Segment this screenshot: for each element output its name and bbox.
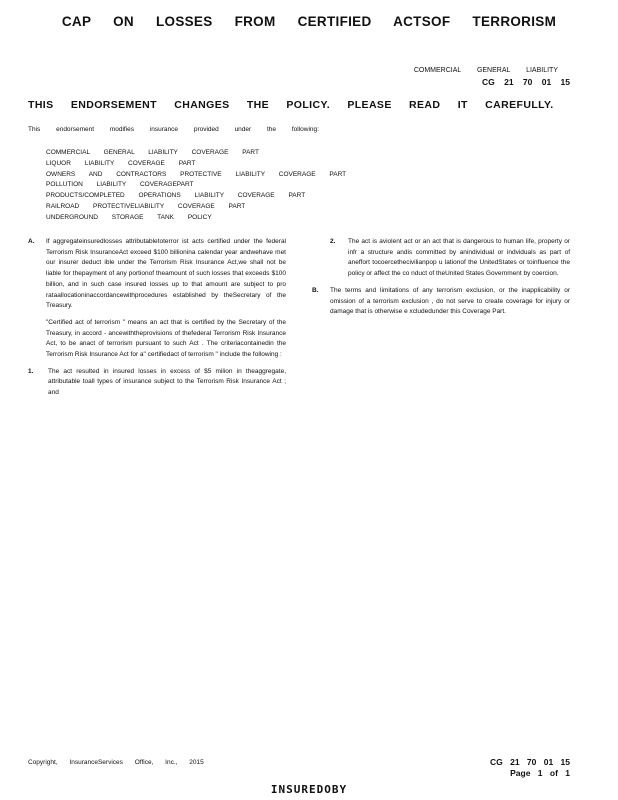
- coverage-part-item: RAILROAD PROTECTIVELIABILITY COVERAGE PART: [46, 202, 246, 210]
- watermark-text: INSUREDOBY: [270, 783, 348, 796]
- coverage-part-item: UNDERGROUND STORAGE TANK POLICY: [46, 213, 212, 221]
- section-b: [312, 286, 570, 318]
- coverage-parts-list: [46, 148, 346, 224]
- section-a-paragraph-1: If aggregateinsuredlosses attributabletoterror ist acts certified under the federal Terrorism Risk InsuranceAct exceed $100 billionina calendar year andwehave met our insurer deduct ible under the Terrorism Risk Insurance Act,we shall not be liable for thepayment of any portionof theamount of such losses that exceeds $100 billion, and in such case insured losses up to that amount are subject to pro rataallocationinaccordancewithprocedures established by theSecretary of the Treasury.: [46, 238, 286, 310]
- intro-text: This endorsement modifies insurance provided under the following:: [28, 126, 319, 133]
- footer-page-number: Page 1 of 1: [510, 768, 570, 778]
- header-coverage-form: COMMERCIAL GENERAL LIABILITY: [413, 67, 558, 74]
- header-form-code: CG 21 70 01 15: [481, 77, 570, 87]
- section-b-text: The terms and limitations of any terrorism exclusion, or the inapplicability or omission of a terrorism exclusion , do not serve to create coverage for injury or damage that is otherwise e xcludedunder this Coverage Part.: [330, 286, 570, 316]
- section-b-marker: B.: [312, 286, 319, 294]
- item-1-text: The act resulted in insured losses in excess of $5 milion in theaggregate, attributable toall types of insurance subject to the Terrorism Risk Insurance Act ; and: [48, 367, 286, 397]
- document-title: CAP ON LOSSES FROM CERTIFIED ACTSOF TERRORISM: [61, 14, 557, 29]
- coverage-part-item: POLLUTION LIABILITY COVERAGEPART: [46, 181, 194, 189]
- section-a-marker: A.: [28, 238, 35, 245]
- footer-form-info: [490, 757, 570, 779]
- item-1-marker: 1.: [28, 367, 34, 375]
- section-a: [28, 237, 286, 361]
- section-a-item-2: [330, 237, 570, 280]
- coverage-part-item: LIQUOR LIABILITY COVERAGE PART: [46, 159, 196, 167]
- right-column: [312, 237, 570, 324]
- footer-copyright: Copyright, InsuranceServices Office, Inc., 2015: [28, 759, 204, 766]
- item-2-text: The act is aviolent act or an act that is dangerous to human life, property or infr a structure andis committed by anindividual or indviduals as part of aneffort tocoercethecivilianpop u lationof the UnitedStates or toinfluence the policy or affect the co nduct of theUnited States Government by coercion.: [348, 238, 570, 278]
- item-2-marker: 2.: [330, 238, 336, 245]
- section-a-item-1: [28, 367, 286, 399]
- section-a-left-column: [28, 237, 286, 405]
- footer-form-code: CG 21 70 01 15: [489, 757, 570, 767]
- coverage-part-item: OWNERS AND CONTRACTORS PROTECTIVE LIABILITY COVERAGE PART: [46, 170, 347, 178]
- coverage-part-item: COMMERCIAL GENERAL LIABILITY COVERAGE PART: [46, 149, 259, 156]
- coverage-part-item: PRODUCTS/COMPLETED OPERATIONS LIABILITY COVERAGE PART: [46, 192, 306, 200]
- endorsement-notice: THIS ENDORSEMENT CHANGES THE POLICY. PLEASE READ IT CAREFULLY.: [28, 99, 554, 111]
- section-a-paragraph-2: "Certified act of terrorism " means an act that is certified by the Secretary of the Treasury, in accord - ancewiththeprovisions of thefederal Terrorism Risk Insurance Act, to be anact of terrorism pursuant to such Act . The criteriacontainedin the Terrorism Risk Insurance Act for a" certifiedact of terrorism " include the following :: [46, 318, 286, 359]
